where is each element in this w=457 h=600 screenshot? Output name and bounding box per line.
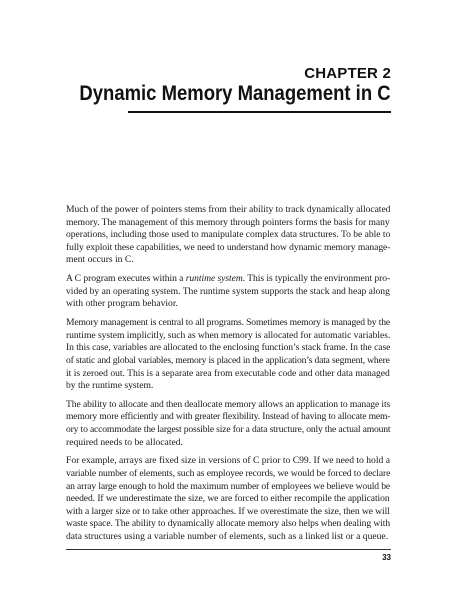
chapter-label: CHAPTER 2	[304, 65, 391, 82]
text-line: ory to accommodate the largest possible size for a data structure, only the actual amount	[66, 424, 391, 436]
body-text	[66, 204, 390, 550]
text-line: Much of the power of pointers stems from their ability to track dynamically allocated	[66, 204, 391, 215]
text-line: runtime system implicitly, such as when memory is allocated for automatic variables.	[66, 329, 391, 341]
text-line: of static and global variables, memory is placed in the application’s data segment, where	[66, 354, 390, 366]
text-line: For example, arrays are fixed size in versions of C prior to C99. If we need to hold a	[66, 455, 390, 467]
text-line: operations, including those used to manipulate complex data structures. To be able to	[66, 229, 391, 241]
paragraph	[66, 399, 390, 449]
text-line: it is zeroed out. This is a separate area from executable code and other data managed	[66, 367, 390, 379]
paragraph	[66, 273, 390, 311]
text-line: Memory management is central to all programs. Sometimes memory is managed by the	[66, 317, 390, 329]
text-line: memory more efficiently and with greater flexibility. Instead of having to allocate mem-	[66, 411, 391, 423]
text-line: In this case, variables are allocated to the enclosing function’s stack frame. In the case	[66, 342, 391, 354]
text-line: with a larger size or to take other approaches. If we overestimate the size, then we will	[66, 505, 390, 517]
text-line: needed. If we underestimate the size, we are forced to either recompile the application	[66, 493, 390, 505]
text-line: by the runtime system.	[66, 380, 154, 392]
chapter-title: Dynamic Memory Management in C	[79, 82, 391, 105]
text-line: required needs to be allocated.	[66, 436, 183, 448]
text-run: . This is typically the environment pro-	[242, 273, 391, 285]
page-number: 33	[382, 553, 391, 562]
text-line: data structures using a variable number of elements, such as a linked list or a queue.	[66, 531, 389, 542]
paragraph	[66, 204, 390, 267]
italic-term: runtime system	[185, 273, 243, 285]
text-line: vided by an operating system. The runtime system supports the stack and heap along	[66, 285, 390, 297]
text-line: The ability to allocate and then deallocate memory allows an application to manage its	[66, 398, 391, 410]
text-line: fully exploit these capabilities, we need to understand how dynamic memory manage-	[66, 241, 391, 253]
text-line: an array large enough to hold the maximum number of employees we believe would be	[66, 480, 390, 492]
text-line: with other program behavior.	[66, 298, 178, 310]
text-line: waste space. The ability to dynamically allocate memory also helps when dealing with	[66, 518, 391, 530]
paragraph	[66, 317, 390, 393]
text-line: variable number of elements, such as employee records, we would be forced to declare	[66, 468, 391, 480]
paragraph	[66, 455, 390, 543]
footer-rule	[66, 549, 391, 550]
text-line: ment occurs in C.	[66, 254, 134, 266]
text-run: A C program executes within a	[66, 273, 186, 285]
title-rule	[128, 111, 391, 113]
text-line: memory. The management of this memory through pointers forms the basis for many	[66, 216, 390, 228]
text-line	[66, 273, 390, 286]
